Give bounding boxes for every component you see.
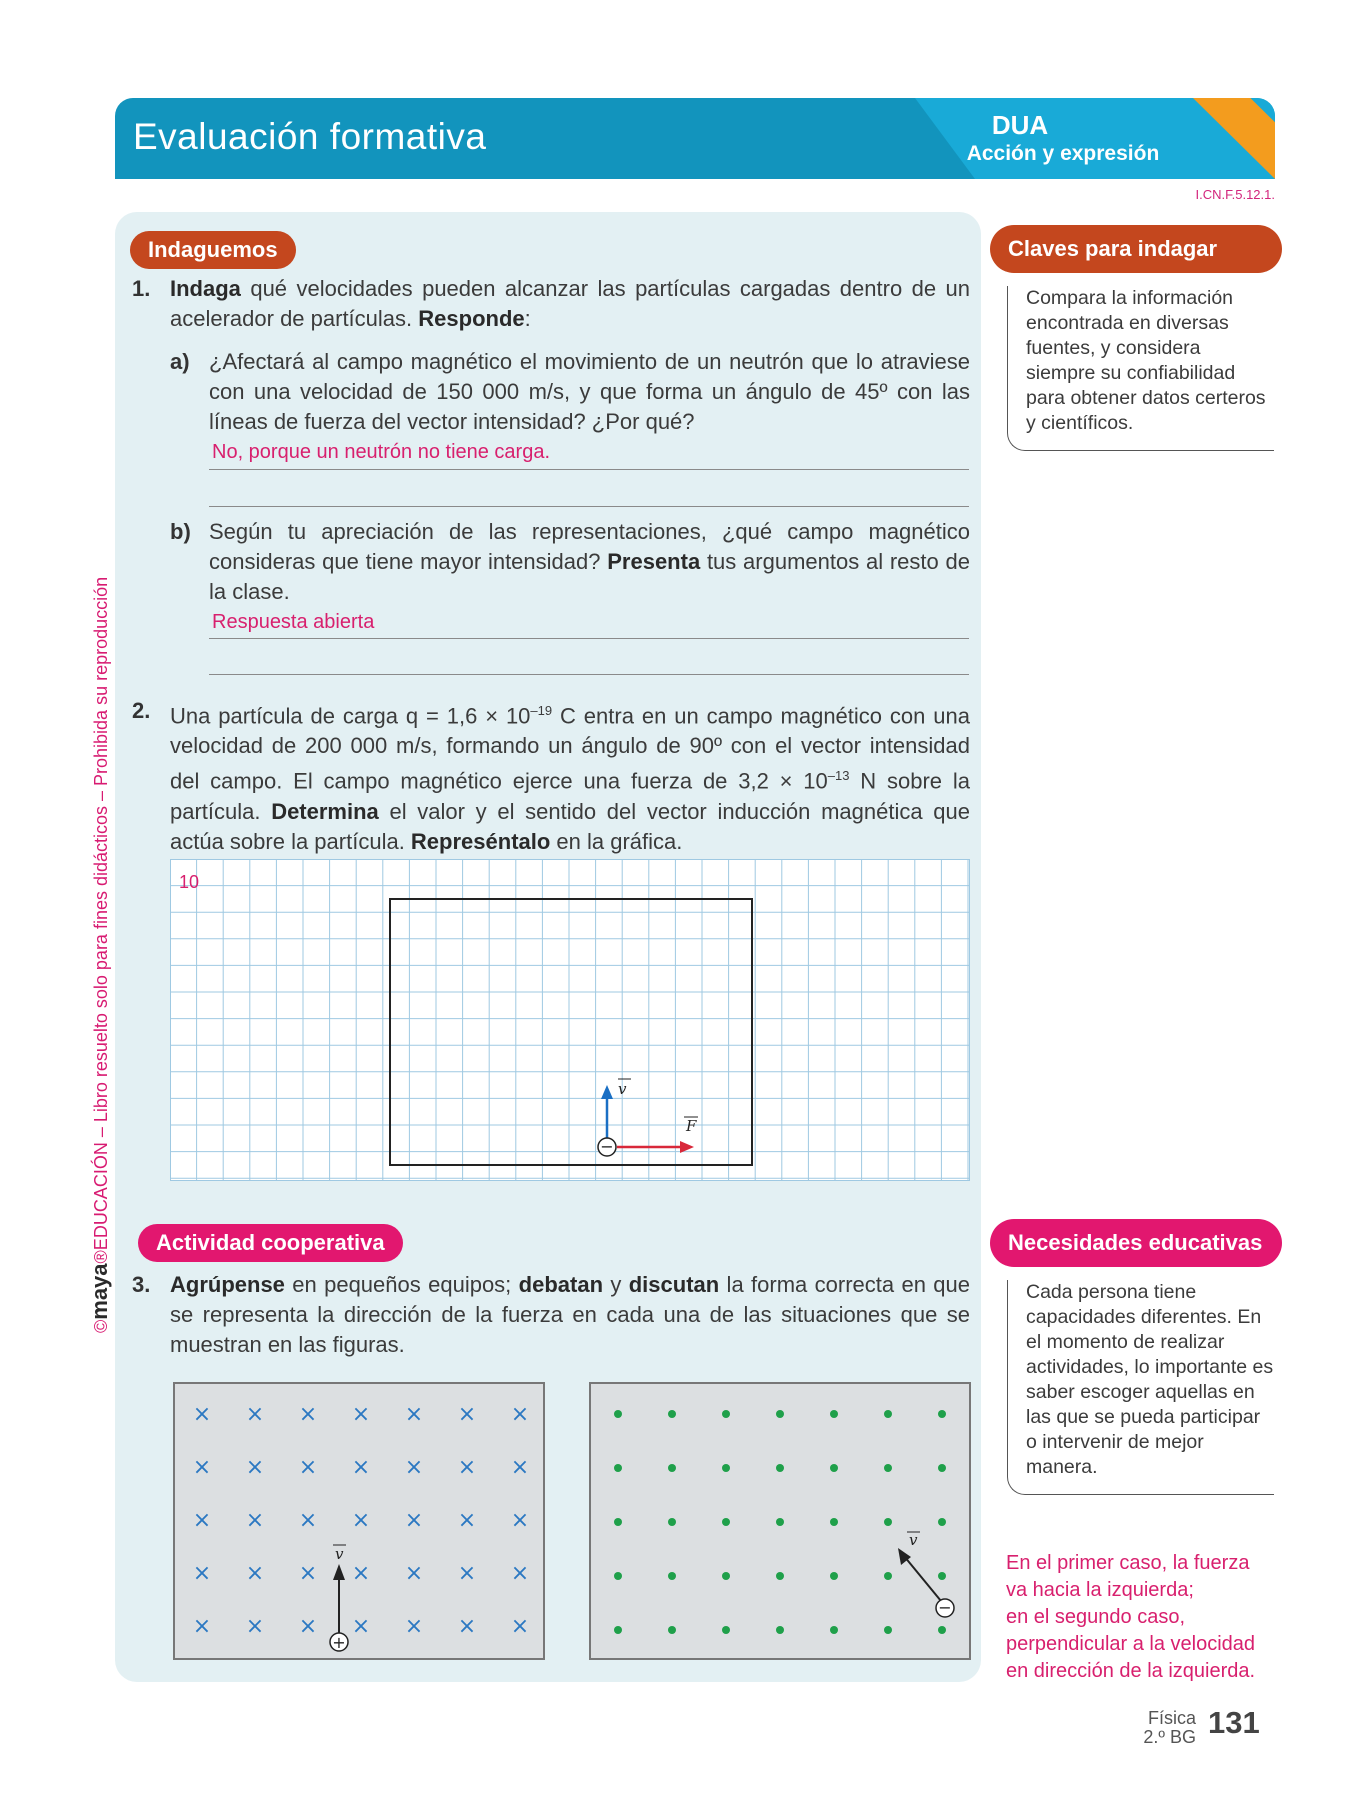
field-into-page-mark: × [510, 1614, 530, 1639]
charge-sign: − [600, 1137, 614, 1156]
field-out-of-page-mark [614, 1410, 622, 1418]
field-out-of-page-mark [830, 1410, 838, 1418]
page-number: 131 [1208, 1705, 1260, 1740]
field-into-page-mark: × [404, 1508, 424, 1533]
question-1a-text: ¿Afectará al campo magnético el movimiento de un neutrón que lo atraviese con una velocidad de 150 000 m/s, y que forma un ángulo de 45º con las líneas de fuerza del vector intensidad? ¿Por qué? [209, 349, 970, 434]
fig1-charge-sign: + [332, 1633, 346, 1652]
field-out-of-page-mark [776, 1572, 784, 1580]
dua-title: DUA [991, 110, 1049, 140]
q1b-verb: Presenta [607, 549, 701, 574]
field-into-page-mark: × [510, 1402, 530, 1427]
field-into-page-mark: × [404, 1402, 424, 1427]
field-out-of-page-mark [722, 1572, 730, 1580]
field-into-page-mark: × [457, 1614, 477, 1639]
field-out-of-page-mark [776, 1410, 784, 1418]
field-into-page-mark: × [298, 1455, 318, 1480]
fig2-velocity-label: v [909, 1531, 918, 1549]
answer-line-3: en el segundo caso, [1006, 1606, 1186, 1628]
question-3-text [170, 1270, 970, 1360]
indaguemos-label: Indaguemos [130, 231, 296, 269]
field-out-of-page-mark [668, 1626, 676, 1634]
question-1b-label: b) [170, 519, 191, 544]
field-into-page-mark: × [457, 1508, 477, 1533]
field-into-page-mark: × [192, 1561, 212, 1586]
field-into-page-mark: × [351, 1402, 371, 1427]
field-out-of-page-mark [938, 1410, 946, 1418]
field-out-of-page-mark [668, 1518, 676, 1526]
grid-scale-label: 10 [179, 872, 200, 892]
q2-t1: Una partícula de carga q = 1,6 × 10 [170, 703, 531, 729]
field-out-of-page-mark [668, 1572, 676, 1580]
q1-verb: Indaga [170, 276, 241, 301]
field-into-page-mark: × [245, 1508, 265, 1533]
fig2-velocity-vector [904, 1556, 941, 1601]
q2-exp1: –19 [530, 703, 553, 718]
section-header [115, 98, 1275, 179]
field-into-page-mark: × [192, 1508, 212, 1533]
field-out-of-page-mark [830, 1464, 838, 1472]
indicator-code: I.CN.F.5.12.1. [1195, 187, 1275, 202]
q2-t5: en la gráfica. [550, 828, 683, 854]
field-out-of-page-mark [884, 1626, 892, 1634]
answer-question-3 [1006, 1550, 1276, 1685]
fig1-velocity-arrowhead [333, 1564, 345, 1580]
field-out-of-page-mark [776, 1626, 784, 1634]
actividad-cooperativa-label: Actividad cooperativa [138, 1224, 403, 1262]
field-into-page-mark: × [351, 1455, 371, 1480]
field-out-of-page-mark [830, 1518, 838, 1526]
question-1-text [170, 274, 970, 334]
answer-line [209, 469, 969, 470]
field-into-page-mark: × [457, 1455, 477, 1480]
field-into-page-mark: × [192, 1402, 212, 1427]
brand-name: maya [87, 1263, 112, 1320]
field-out-of-page-mark [884, 1464, 892, 1472]
q2-verb1: Determina [271, 798, 379, 824]
question-3-number: 3. [132, 1272, 151, 1297]
field-into-page-mark: × [404, 1614, 424, 1639]
field-into-page-mark: × [298, 1508, 318, 1533]
copyright-symbol: © [91, 1319, 111, 1333]
field-into-page-mark: × [510, 1455, 530, 1480]
claves-para-indagar-body: Compara la información encontrada en diversas fuentes, y considera siempre su confiabilidad para obtener datos certeros y científicos. [1007, 286, 1274, 451]
question-1-number: 1. [132, 276, 151, 301]
field-into-page-mark: × [245, 1402, 265, 1427]
q2-t2: C entra en un campo magnético con una velocidad de 200 000 m/s, formando un ángulo de 90º con el vector intensidad del campo. El campo magnético ejerce una fuerza de 3,2 × 10 [170, 703, 970, 794]
answer-line-1: En el primer caso, la fuerza [1006, 1552, 1250, 1574]
field-out-of-page-mark [938, 1518, 946, 1526]
footer-subject-name: Física [1147, 1708, 1196, 1728]
field-out-of-page-mark [668, 1410, 676, 1418]
field-into-page-mark: × [298, 1402, 318, 1427]
field-into-page-mark: × [351, 1508, 371, 1533]
field-out-of-page-mark [938, 1464, 946, 1472]
field-out-of-page-mark [830, 1572, 838, 1580]
field-out-of-page-mark [776, 1518, 784, 1526]
force-label: F [686, 1117, 697, 1135]
field-out-of-page-mark [614, 1464, 622, 1472]
grid-border [171, 860, 970, 1181]
answer-1a: No, porque un neutrón no tiene carga. [212, 441, 551, 463]
q3-verb2: debatan [518, 1272, 604, 1297]
answer-line-4: perpendicular a la velocidad [1006, 1633, 1256, 1655]
field-out-of-page-mark [884, 1410, 892, 1418]
question-2-number: 2. [132, 698, 151, 723]
field-into-page-mark: × [351, 1614, 371, 1639]
answer-line [209, 638, 969, 639]
necesidades-educativas-body: Cada persona tiene capacidades diferentes. En el momento de realizar actividades, lo importante es saber escoger aquellas en las que se pueda participar o intervenir de mejor manera. [1007, 1280, 1274, 1495]
copyright-notice: ®EDUCACIÓN – Libro resuelto solo para fines didácticos – Prohibida su reproducción [91, 576, 111, 1264]
q3-t3: la forma correcta en que se representa la dirección de la fuerza en cada una de las situaciones que se muestran en las figuras. [170, 1272, 970, 1357]
field-out-of-page-mark [614, 1626, 622, 1634]
q1b-text2: tus argumentos al resto de la clase. [209, 549, 970, 604]
field-into-page-mark: × [245, 1561, 265, 1586]
q3-verb3: discutan [628, 1272, 720, 1297]
answer-line-5: en dirección de la izquierda. [1006, 1660, 1256, 1682]
field-out-of-page-mark [776, 1464, 784, 1472]
field-out-of-page-mark [830, 1626, 838, 1634]
q3-t2: y [603, 1272, 629, 1297]
field-out-of-page-mark [722, 1518, 730, 1526]
q1b-text1: Según tu apreciación de las representaciones, ¿qué campo magnético consideras que tiene mayor intensidad? [209, 519, 970, 574]
fig1-velocity-label: v [335, 1545, 344, 1563]
q1-verb2: Responde [418, 306, 525, 331]
velocity-label: v [618, 1080, 627, 1098]
q1-text: qué velocidades pueden alcanzar las partículas cargadas dentro de un acelerador de partículas. [170, 276, 970, 331]
field-into-page-mark: × [245, 1455, 265, 1480]
question-1a-label: a) [170, 349, 190, 374]
q2-t3: N sobre la partícula. [170, 768, 970, 824]
field-out-of-page-mark [614, 1572, 622, 1580]
field-into-page-mark: × [404, 1561, 424, 1586]
field-out-of-page-mark [722, 1410, 730, 1418]
answer-line [209, 674, 969, 675]
copyright-side-text [87, 493, 113, 1333]
field-out-of-page-mark [884, 1518, 892, 1526]
figure-field-out-of-page [589, 1382, 971, 1660]
field-into-page-mark: × [404, 1455, 424, 1480]
graph-grid[interactable] [170, 859, 970, 1181]
q3-t1: en pequeños equipos; [284, 1272, 519, 1297]
fig2-charge-sign: − [938, 1598, 952, 1617]
q2-verb2: Represéntalo [410, 828, 551, 854]
field-into-page-mark: × [457, 1561, 477, 1586]
field-into-page-mark: × [192, 1455, 212, 1480]
field-out-of-page-mark [668, 1464, 676, 1472]
dua-subtitle: Acción y expresión [966, 142, 1160, 165]
answer-line-2: va hacia la izquierda; [1006, 1579, 1194, 1601]
field-out-of-page-mark [614, 1518, 622, 1526]
field-out-of-page-mark [722, 1626, 730, 1634]
footer-level: 2.º BG [1143, 1727, 1196, 1747]
field-out-of-page-mark [938, 1572, 946, 1580]
q2-t4: el valor y el sentido del vector inducción magnética que actúa sobre la partícula. [170, 798, 970, 854]
footer-subject [1138, 1709, 1196, 1747]
field-into-page-mark: × [510, 1508, 530, 1533]
field-into-page-mark: × [510, 1561, 530, 1586]
q1-end: : [524, 306, 531, 331]
field-into-page-mark: × [351, 1561, 371, 1586]
field-into-page-mark: × [245, 1614, 265, 1639]
q3-verb1: Agrúpense [170, 1272, 285, 1297]
question-1b-text [209, 517, 970, 607]
field-into-page-mark: × [298, 1561, 318, 1586]
field-out-of-page-mark [722, 1464, 730, 1472]
claves-para-indagar-title: Claves para indagar [990, 225, 1282, 273]
field-out-of-page-mark [884, 1572, 892, 1580]
field-out-of-page-mark [938, 1626, 946, 1634]
answer-1b: Respuesta abierta [212, 611, 375, 633]
field-into-page-mark: × [457, 1402, 477, 1427]
velocity-arrowhead [601, 1085, 613, 1099]
field-into-page-mark: × [192, 1614, 212, 1639]
question-2-text [170, 696, 970, 857]
figure-field-into-page [173, 1382, 545, 1660]
necesidades-educativas-title: Necesidades educativas [990, 1219, 1282, 1267]
q2-exp2: –13 [827, 768, 850, 784]
field-into-page-mark: × [298, 1614, 318, 1639]
page-title: Evaluación formativa [133, 116, 487, 157]
answer-line [209, 506, 969, 507]
